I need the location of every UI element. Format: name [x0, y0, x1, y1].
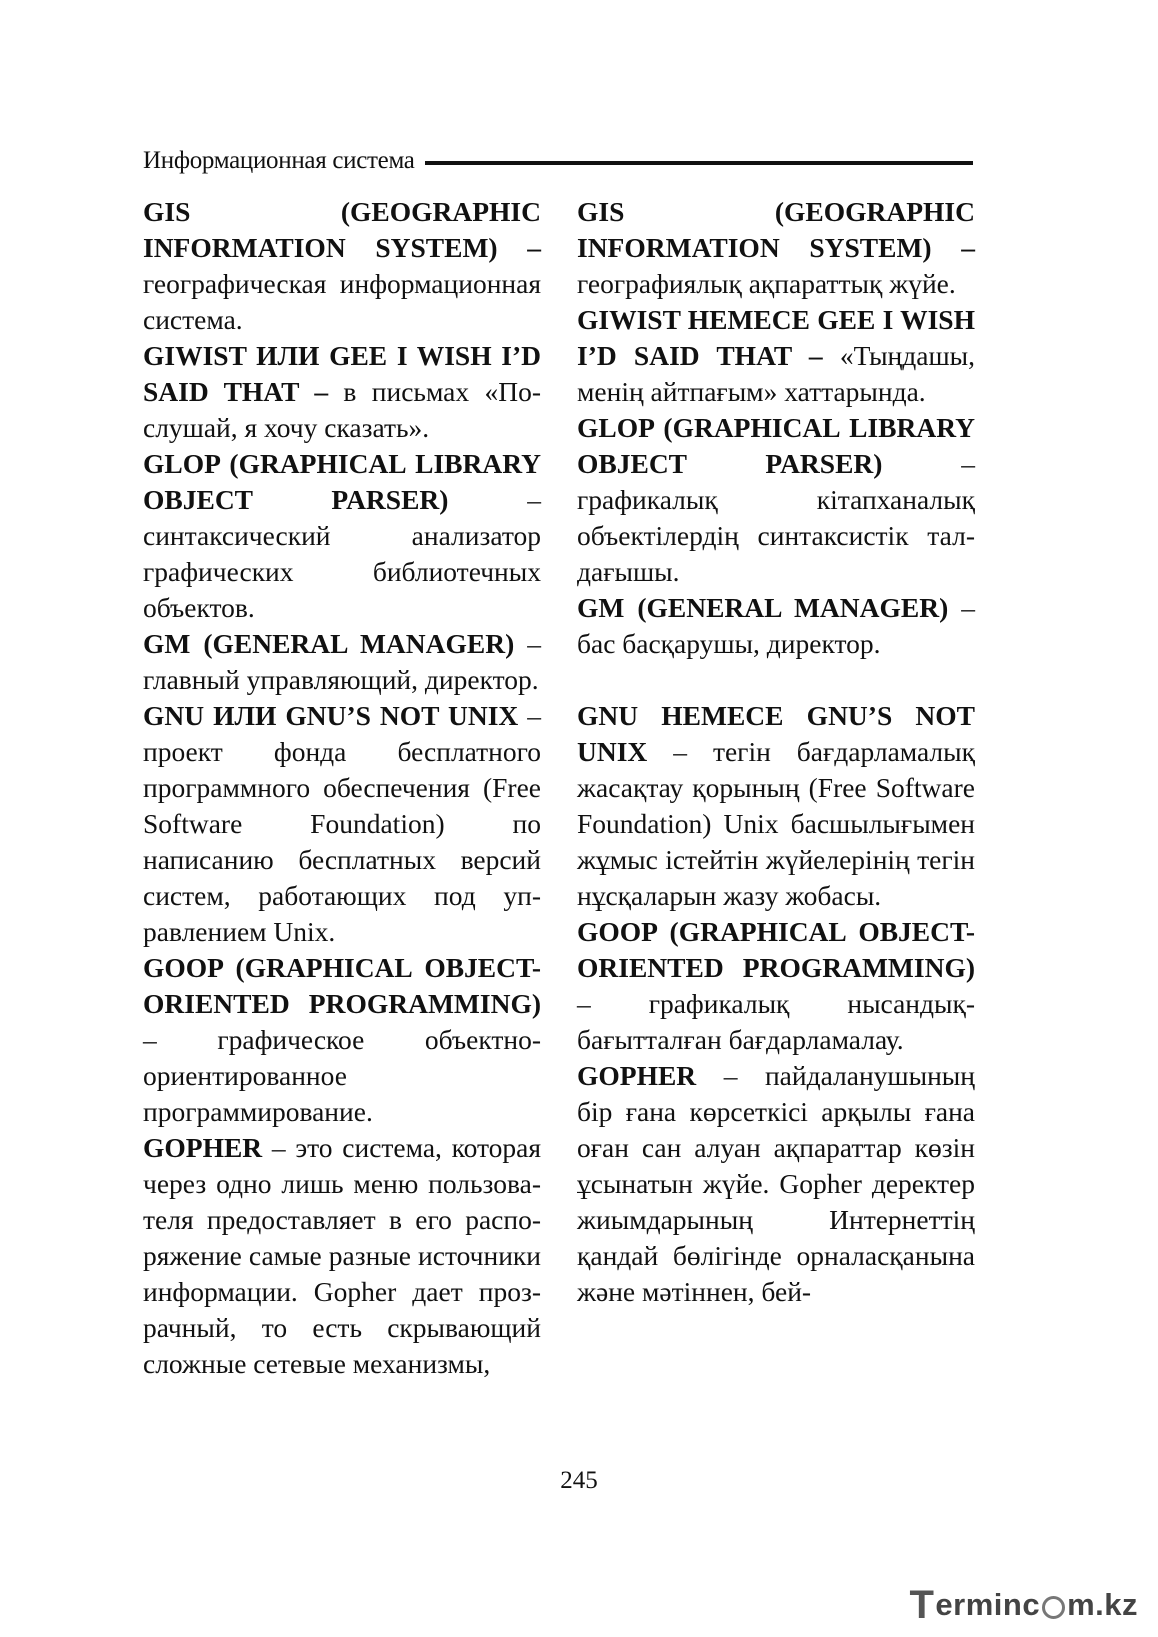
entry-definition: «Тыңдашы, менің айтпағым» хаттарында. — [577, 340, 975, 407]
entry-glop-kz — [577, 410, 975, 590]
entry-definition: – графическое объектно-ориентированное программирование. — [143, 1024, 541, 1127]
entry-definition: – синтаксический анализатор графических библиотечных объектов. — [143, 484, 541, 623]
entry-term: GM (GENERAL MANAGER) — [143, 628, 515, 659]
entry-giwist-kz — [577, 302, 975, 410]
entry-goop-kz — [577, 914, 975, 1058]
entry-term: GOOP (GRAPHICAL OBJECT-ORIENTED PROGRAMMING) — [577, 916, 975, 983]
entry-definition: географиялық ақпараттық жүйе. — [577, 268, 956, 299]
entry-definition: географическая информационная система. — [143, 268, 541, 335]
entry-gis-kz — [577, 194, 975, 302]
entry-giwist-ru — [143, 338, 541, 446]
entry-term: GM (GENERAL MANAGER) — [577, 592, 949, 623]
entry-gm-ru — [143, 626, 541, 698]
entry-goop-ru — [143, 950, 541, 1130]
entry-term: GOOP (GRAPHICAL OBJECT-ORIENTED PROGRAMMING) — [143, 952, 541, 1019]
entry-definition: – графикалық нысандық-бағытталған бағдарламалау. — [577, 988, 975, 1055]
running-head — [143, 143, 973, 179]
entry-definition: – главный управляющий, директор. — [143, 628, 541, 695]
entry-definition: – проект фонда бесплатного программного обеспечения (Free Software Foundation) по написанию бесплатных версий систем, работающих под управлением Unix. — [143, 700, 541, 947]
entry-term: GIS (GEOGRAPHIC INFORMATION SYSTEM) – — [577, 196, 975, 263]
watermark-domain: m.kz — [1067, 1587, 1138, 1622]
entry-term: GNU ИЛИ GNU’S NOT UNIX — [143, 700, 519, 731]
entry-term: GNU HEMECE GNU’S NOT UNIX — [577, 700, 975, 767]
entry-definition: – тегін бағдарламалық жасақтау қорының (Free Software Foundation) Unix басшылығымен жұмыс істейтін жүйелерінің тегін нұсқаларын жазу жобасы. — [577, 736, 975, 911]
entry-term: GIS (GEOGRAPHIC INFORMATION SYSTEM) – — [143, 196, 541, 263]
kazakh-column — [577, 194, 975, 1310]
entry-term: GLOP (GRAPHICAL LIBRARY OBJECT PARSER) — [577, 412, 975, 479]
entry-glop-ru — [143, 446, 541, 626]
entry-gm-kz — [577, 590, 975, 662]
column-spacer — [577, 662, 975, 698]
entry-gnu-ru — [143, 698, 541, 950]
entry-gopher-ru — [143, 1130, 541, 1382]
entry-gis-ru — [143, 194, 541, 338]
entry-definition: в письмах «Послушай, я хочу сказать». — [143, 376, 541, 443]
watermark-text: erminc — [935, 1587, 1041, 1622]
entry-definition: – графикалық кітапханалық объектілердің синтаксистік талдағышы. — [577, 448, 975, 587]
russian-column — [143, 194, 541, 1382]
entry-definition: – это система, которая через одно лишь меню пользователя предоставляет в его распоряжение самые разные источники информации. Gopher дает прозрачный, то есть скрывающий сложные сетевые механизмы, — [143, 1132, 541, 1379]
watermark-initial: T — [909, 1582, 935, 1627]
magnifier-icon — [1042, 1596, 1065, 1619]
termincom-watermark — [909, 1583, 1138, 1627]
entry-term: GIWIST HEMECE GEE I WISH I’D SAID THAT – — [577, 304, 975, 371]
entry-term: GIWIST ИЛИ GEE I WISH I’D SAID THAT – — [143, 340, 541, 407]
entry-definition: – пайдаланушының бір ғана көрсеткісі арқылы ғана оған сан алуан ақпараттар көзін ұсынатын жүйе. Gopher деректер жиымдарының Интернеттің қандай бөлігінде орналасқанына және мәтіннен, бей- — [577, 1060, 975, 1307]
entry-definition: – бас басқарушы, директор. — [577, 592, 975, 659]
entry-term: GLOP (GRAPHICAL LIBRARY OBJECT PARSER) — [143, 448, 541, 515]
entry-term: GOPHER — [143, 1132, 263, 1163]
entry-gopher-kz — [577, 1058, 975, 1310]
entry-term: GOPHER — [577, 1060, 697, 1091]
running-title: Информационная система — [143, 147, 415, 174]
page-number: 245 — [560, 1467, 598, 1494]
header-rule — [425, 161, 973, 165]
entry-gnu-kz — [577, 698, 975, 914]
